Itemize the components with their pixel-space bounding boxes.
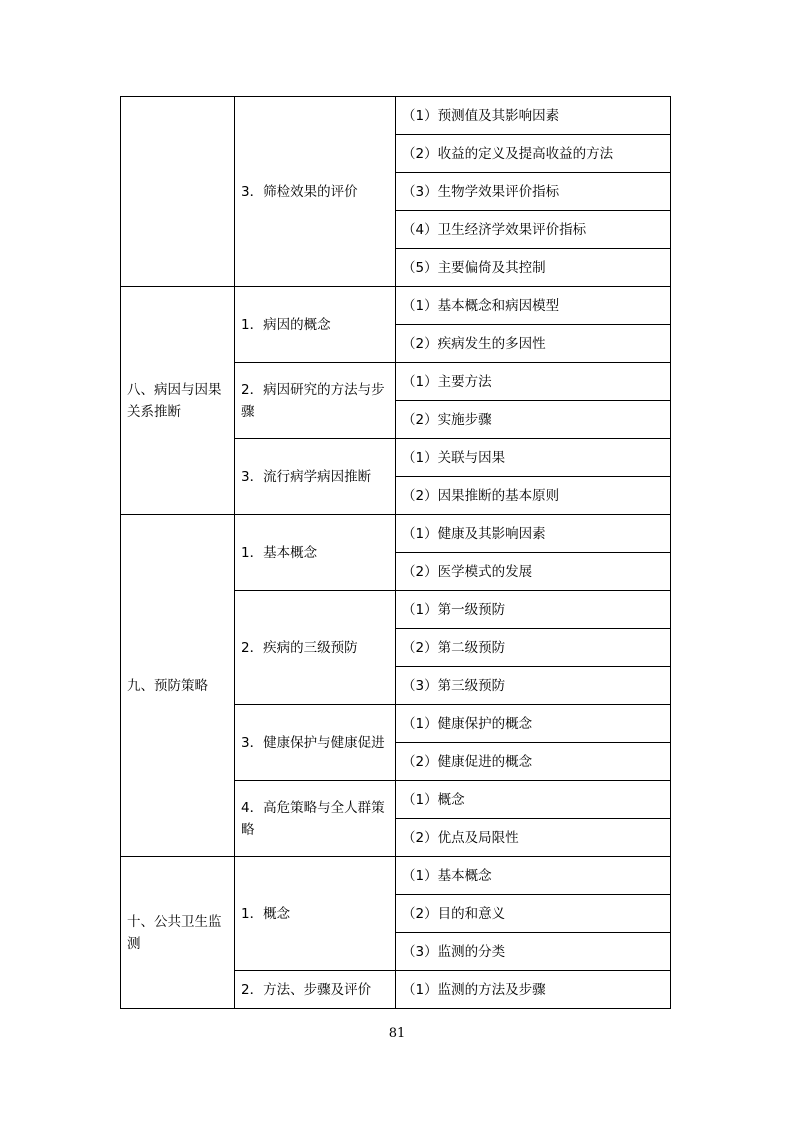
- item-cell: （2）收益的定义及提高收益的方法: [396, 135, 671, 173]
- syllabus-table: [120, 96, 671, 1009]
- item-cell: （4）卫生经济学效果评价指标: [396, 211, 671, 249]
- topic-cell: 3．筛检效果的评价: [235, 97, 396, 287]
- item-cell: （2）实施步骤: [396, 401, 671, 439]
- item-cell: （2）医学模式的发展: [396, 553, 671, 591]
- section-title-cell-empty: [121, 97, 235, 287]
- section-title-cell: 九、预防策略: [121, 515, 235, 857]
- section-title-cell: 八、病因与因果关系推断: [121, 287, 235, 515]
- table-row: [121, 97, 671, 135]
- item-cell: （1）基本概念: [396, 857, 671, 895]
- item-cell: （1）概念: [396, 781, 671, 819]
- topic-cell: 3．流行病学病因推断: [235, 439, 396, 515]
- section-title-cell: 十、公共卫生监测: [121, 857, 235, 1009]
- item-cell: （2）优点及局限性: [396, 819, 671, 857]
- table-row: [121, 515, 671, 553]
- topic-cell: 2．病因研究的方法与步骤: [235, 363, 396, 439]
- topic-cell: 1．概念: [235, 857, 396, 971]
- item-cell: （3）生物学效果评价指标: [396, 173, 671, 211]
- item-cell: （1）第一级预防: [396, 591, 671, 629]
- item-cell: （2）第二级预防: [396, 629, 671, 667]
- topic-cell: 3．健康保护与健康促进: [235, 705, 396, 781]
- item-cell: （2）因果推断的基本原则: [396, 477, 671, 515]
- item-cell: （5）主要偏倚及其控制: [396, 249, 671, 287]
- topic-cell: 1．基本概念: [235, 515, 396, 591]
- item-cell: （1）健康保护的概念: [396, 705, 671, 743]
- topic-cell: 2．方法、步骤及评价: [235, 971, 396, 1009]
- item-cell: （3）第三级预防: [396, 667, 671, 705]
- item-cell: （1）基本概念和病因模型: [396, 287, 671, 325]
- item-cell: （2）疾病发生的多因性: [396, 325, 671, 363]
- item-cell: （1）健康及其影响因素: [396, 515, 671, 553]
- item-cell: （1）监测的方法及步骤: [396, 971, 671, 1009]
- topic-cell: 1．病因的概念: [235, 287, 396, 363]
- item-cell: （2）目的和意义: [396, 895, 671, 933]
- item-cell: （2）健康促进的概念: [396, 743, 671, 781]
- page-number: 81: [388, 1026, 406, 1041]
- table-row: [121, 857, 671, 895]
- item-cell: （1）主要方法: [396, 363, 671, 401]
- table-row: [121, 287, 671, 325]
- item-cell: （1）预测值及其影响因素: [396, 97, 671, 135]
- topic-cell: 2．疾病的三级预防: [235, 591, 396, 705]
- item-cell: （3）监测的分类: [396, 933, 671, 971]
- topic-cell: 4．高危策略与全人群策略: [235, 781, 396, 857]
- item-cell: （1）关联与因果: [396, 439, 671, 477]
